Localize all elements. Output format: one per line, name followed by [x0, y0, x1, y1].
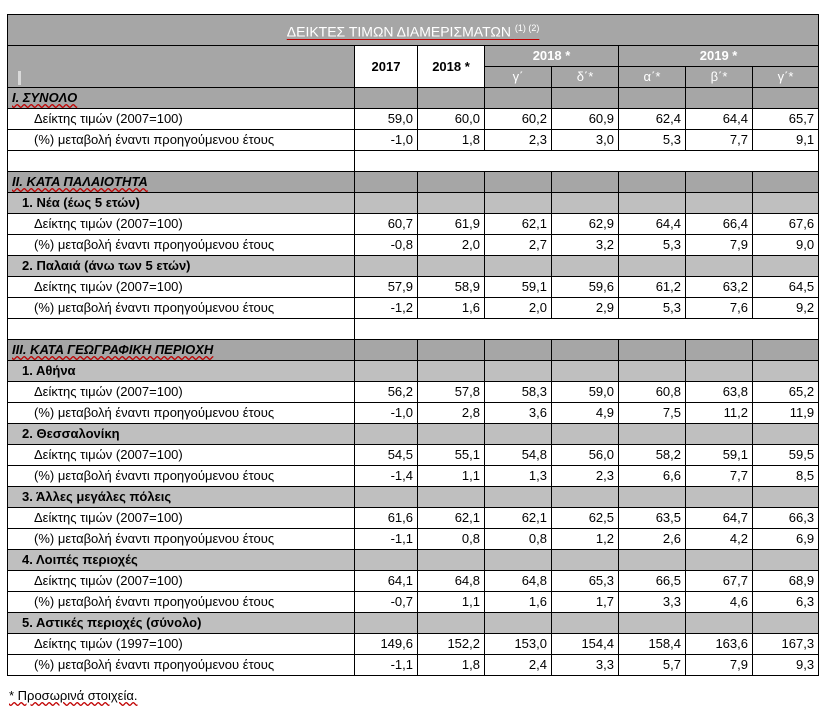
group-cell [753, 193, 819, 214]
table-row [8, 130, 819, 151]
value-cell: 0,8 [418, 529, 485, 550]
value-cell: 3,0 [552, 130, 619, 151]
group-cell [619, 550, 686, 571]
section-cell [619, 172, 686, 193]
value-cell: -1,0 [355, 130, 418, 151]
group-cell [552, 613, 619, 634]
value-cell: 11,9 [753, 403, 819, 424]
title-footnote-ref: (1) (2) [514, 23, 540, 34]
section-cell [619, 88, 686, 109]
row-label: (%) μεταβολή έναντι προηγούμενου έτους [8, 235, 355, 256]
group-cell [686, 256, 753, 277]
group-cell [753, 424, 819, 445]
row-label: (%) μεταβολή έναντι προηγούμενου έτους [8, 130, 355, 151]
value-cell: 2,8 [418, 403, 485, 424]
section-row [8, 172, 819, 193]
value-cell: 64,8 [485, 571, 552, 592]
value-cell: 67,7 [686, 571, 753, 592]
table-row [8, 382, 819, 403]
group-cell [753, 487, 819, 508]
value-cell: 63,8 [686, 382, 753, 403]
row-label-header [8, 46, 355, 88]
row-label: Δείκτης τιμών (2007=100) [8, 382, 355, 403]
value-cell: 3,6 [485, 403, 552, 424]
group-cell [355, 193, 418, 214]
value-cell: 5,3 [619, 298, 686, 319]
value-cell: 7,7 [686, 466, 753, 487]
value-cell: 57,8 [418, 382, 485, 403]
group-cell [619, 487, 686, 508]
value-cell: 54,8 [485, 445, 552, 466]
value-cell: 167,3 [753, 634, 819, 655]
table-row [8, 634, 819, 655]
section-cell [355, 88, 418, 109]
value-cell: 2,4 [485, 655, 552, 676]
table-row [8, 529, 819, 550]
row-label: (%) μεταβολή έναντι προηγούμενου έτους [8, 466, 355, 487]
value-cell: 60,7 [355, 214, 418, 235]
group-cell [418, 487, 485, 508]
group-cell [552, 487, 619, 508]
value-cell: 2,0 [485, 298, 552, 319]
group-cell [552, 361, 619, 382]
value-cell: 3,2 [552, 235, 619, 256]
section-row [8, 340, 819, 361]
value-cell: 58,3 [485, 382, 552, 403]
value-cell: -0,8 [355, 235, 418, 256]
section-cell [485, 172, 552, 193]
value-cell: 65,7 [753, 109, 819, 130]
value-cell: 9,2 [753, 298, 819, 319]
value-cell: 57,9 [355, 277, 418, 298]
value-cell: 2,7 [485, 235, 552, 256]
group-row [8, 613, 819, 634]
group-cell [686, 613, 753, 634]
table-row [8, 214, 819, 235]
value-cell: 1,3 [485, 466, 552, 487]
value-cell: 61,2 [619, 277, 686, 298]
table-title: ΔΕΙΚΤΕΣ ΤΙΜΩΝ ΔΙΑΜΕΡΙΣΜΑΤΩΝ $^{(1) (2)}$ [8, 15, 819, 46]
price-index-table [7, 14, 819, 676]
value-cell: 7,9 [686, 235, 753, 256]
row-label: (%) μεταβολή έναντι προηγούμενου έτους [8, 529, 355, 550]
header-2019-q2: β΄* [686, 67, 753, 88]
group-cell [485, 193, 552, 214]
row-label: (%) μεταβολή έναντι προηγούμενου έτους [8, 655, 355, 676]
value-cell: 64,4 [686, 109, 753, 130]
section-cell [686, 340, 753, 361]
section-cell [418, 340, 485, 361]
value-cell: 163,6 [686, 634, 753, 655]
value-cell: -1,1 [355, 655, 418, 676]
group-cell [485, 487, 552, 508]
section-cell [753, 172, 819, 193]
group-cell [485, 550, 552, 571]
value-cell: 9,0 [753, 235, 819, 256]
row-label: Δείκτης τιμών (2007=100) [8, 109, 355, 130]
value-cell: 59,6 [552, 277, 619, 298]
group-row [8, 256, 819, 277]
value-cell: 59,5 [753, 445, 819, 466]
section-cell [753, 340, 819, 361]
group-cell [753, 550, 819, 571]
value-cell: 7,6 [686, 298, 753, 319]
value-cell: 2,9 [552, 298, 619, 319]
table-row [8, 466, 819, 487]
value-cell: 58,9 [418, 277, 485, 298]
group-cell [552, 424, 619, 445]
group-cell [355, 487, 418, 508]
section-cell [753, 88, 819, 109]
spacer-row [8, 151, 819, 172]
value-cell: 0,8 [485, 529, 552, 550]
value-cell: 5,7 [619, 655, 686, 676]
section-cell [552, 172, 619, 193]
value-cell: 1,6 [418, 298, 485, 319]
value-cell: 6,3 [753, 592, 819, 613]
group-cell [418, 361, 485, 382]
value-cell: 68,9 [753, 571, 819, 592]
group-cell [686, 550, 753, 571]
value-cell: 3,3 [552, 655, 619, 676]
section-cell [686, 88, 753, 109]
group-cell [355, 613, 418, 634]
value-cell: 62,4 [619, 109, 686, 130]
group-title: 1. Νέα (έως 5 ετών) [8, 193, 355, 214]
group-cell [355, 424, 418, 445]
group-cell [753, 613, 819, 634]
value-cell: -1,2 [355, 298, 418, 319]
value-cell: -1,0 [355, 403, 418, 424]
value-cell: 7,5 [619, 403, 686, 424]
table-row [8, 655, 819, 676]
group-row [8, 550, 819, 571]
spacer-row [8, 319, 819, 340]
section-cell [418, 88, 485, 109]
row-label: Δείκτης τιμών (2007=100) [8, 277, 355, 298]
row-label: (%) μεταβολή έναντι προηγούμενου έτους [8, 592, 355, 613]
row-label: Δείκτης τιμών (2007=100) [8, 571, 355, 592]
value-cell: 1,1 [418, 466, 485, 487]
group-cell [619, 424, 686, 445]
value-cell: 59,1 [686, 445, 753, 466]
value-cell: 1,7 [552, 592, 619, 613]
value-cell: 1,8 [418, 655, 485, 676]
group-row [8, 487, 819, 508]
section-cell [485, 88, 552, 109]
value-cell: 11,2 [686, 403, 753, 424]
group-cell [355, 550, 418, 571]
group-cell [418, 424, 485, 445]
row-label: Δείκτης τιμών (2007=100) [8, 445, 355, 466]
group-title: 3. Άλλες μεγάλες πόλεις [8, 487, 355, 508]
value-cell: 59,1 [485, 277, 552, 298]
value-cell: 8,5 [753, 466, 819, 487]
row-label: Δείκτης τιμών (2007=100) [8, 508, 355, 529]
value-cell: 6,9 [753, 529, 819, 550]
row-label: (%) μεταβολή έναντι προηγούμενου έτους [8, 403, 355, 424]
group-cell [619, 613, 686, 634]
value-cell: 60,8 [619, 382, 686, 403]
spacer-cell [8, 319, 355, 340]
header-group-2019: 2019 * [619, 46, 819, 67]
group-cell [485, 613, 552, 634]
value-cell: 62,5 [552, 508, 619, 529]
group-cell [485, 424, 552, 445]
value-cell: 64,1 [355, 571, 418, 592]
value-cell: 59,0 [552, 382, 619, 403]
section-cell [686, 172, 753, 193]
value-cell: -0,7 [355, 592, 418, 613]
group-cell [686, 361, 753, 382]
value-cell: 63,2 [686, 277, 753, 298]
group-cell [686, 487, 753, 508]
value-cell: 64,8 [418, 571, 485, 592]
value-cell: 2,6 [619, 529, 686, 550]
value-cell: 55,1 [418, 445, 485, 466]
value-cell: 62,1 [418, 508, 485, 529]
header-2017: 2017 [355, 46, 418, 88]
row-label: Δείκτης τιμών (2007=100) [8, 214, 355, 235]
row-label: (%) μεταβολή έναντι προηγούμενου έτους [8, 298, 355, 319]
value-cell: 3,3 [619, 592, 686, 613]
value-cell: 2,3 [485, 130, 552, 151]
value-cell: 6,6 [619, 466, 686, 487]
header-2018-q3: γ΄ [485, 67, 552, 88]
value-cell: 4,2 [686, 529, 753, 550]
section-row [8, 88, 819, 109]
group-cell [686, 424, 753, 445]
group-cell [552, 193, 619, 214]
value-cell: -1,1 [355, 529, 418, 550]
value-cell: 62,1 [485, 508, 552, 529]
header-2019-q3: γ΄* [753, 67, 819, 88]
value-cell: 4,6 [686, 592, 753, 613]
value-cell: 59,0 [355, 109, 418, 130]
group-cell [619, 193, 686, 214]
section-cell [485, 340, 552, 361]
value-cell: 58,2 [619, 445, 686, 466]
value-cell: 64,7 [686, 508, 753, 529]
value-cell: -1,4 [355, 466, 418, 487]
value-cell: 56,2 [355, 382, 418, 403]
value-cell: 153,0 [485, 634, 552, 655]
group-cell [552, 256, 619, 277]
value-cell: 4,9 [552, 403, 619, 424]
value-cell: 7,9 [686, 655, 753, 676]
table-row [8, 277, 819, 298]
value-cell: 60,9 [552, 109, 619, 130]
table-row [8, 235, 819, 256]
value-cell: 65,2 [753, 382, 819, 403]
table-row [8, 298, 819, 319]
value-cell: 62,9 [552, 214, 619, 235]
value-cell: 61,6 [355, 508, 418, 529]
group-cell [485, 361, 552, 382]
header-2018: 2018 * [418, 46, 485, 88]
table-row [8, 445, 819, 466]
group-cell [619, 256, 686, 277]
group-cell [552, 550, 619, 571]
value-cell: 2,0 [418, 235, 485, 256]
group-row [8, 424, 819, 445]
section-cell [355, 340, 418, 361]
value-cell: 66,5 [619, 571, 686, 592]
section-cell [418, 172, 485, 193]
group-cell [418, 256, 485, 277]
value-cell: 62,1 [485, 214, 552, 235]
group-cell [753, 256, 819, 277]
value-cell: 66,4 [686, 214, 753, 235]
group-cell [355, 361, 418, 382]
value-cell: 64,5 [753, 277, 819, 298]
value-cell: 56,0 [552, 445, 619, 466]
spacer-cell [8, 151, 355, 172]
value-cell: 67,6 [753, 214, 819, 235]
group-cell [418, 613, 485, 634]
group-cell [753, 361, 819, 382]
value-cell: 158,4 [619, 634, 686, 655]
group-row [8, 361, 819, 382]
table-row [8, 109, 819, 130]
group-title: 4. Λοιπές περιοχές [8, 550, 355, 571]
value-cell: 5,3 [619, 235, 686, 256]
value-cell: 1,6 [485, 592, 552, 613]
value-cell: 154,4 [552, 634, 619, 655]
value-cell: 9,1 [753, 130, 819, 151]
section-title: III. ΚΑΤΑ ΓΕΩΓΡΑΦΙΚΗ ΠΕΡΙΟΧΗ [8, 340, 355, 361]
group-cell [355, 256, 418, 277]
value-cell: 2,3 [552, 466, 619, 487]
table-row [8, 571, 819, 592]
header-2018-q4: δ΄* [552, 67, 619, 88]
header-marker [18, 71, 21, 85]
section-title: I. ΣΥΝΟΛΟ [8, 88, 355, 109]
header-2019-q1: α΄* [619, 67, 686, 88]
value-cell: 61,9 [418, 214, 485, 235]
group-title: 5. Αστικές περιοχές (σύνολο) [8, 613, 355, 634]
value-cell: 152,2 [418, 634, 485, 655]
value-cell: 66,3 [753, 508, 819, 529]
value-cell: 64,4 [619, 214, 686, 235]
section-cell [619, 340, 686, 361]
table-row [8, 508, 819, 529]
value-cell: 1,1 [418, 592, 485, 613]
section-cell [552, 88, 619, 109]
section-title: II. ΚΑΤΑ ΠΑΛΑΙΟΤΗΤΑ [8, 172, 355, 193]
value-cell: 65,3 [552, 571, 619, 592]
value-cell: 5,3 [619, 130, 686, 151]
value-cell: 7,7 [686, 130, 753, 151]
group-cell [418, 550, 485, 571]
group-cell [619, 361, 686, 382]
group-title: 2. Παλαιά (άνω των 5 ετών) [8, 256, 355, 277]
group-title: 2. Θεσσαλονίκη [8, 424, 355, 445]
value-cell: 60,0 [418, 109, 485, 130]
group-row [8, 193, 819, 214]
spacer-cell [355, 319, 819, 340]
value-cell: 1,2 [552, 529, 619, 550]
footnote: * Προσωρινά στοιχεία. [9, 688, 138, 703]
price-index-table-container [7, 14, 819, 676]
value-cell: 149,6 [355, 634, 418, 655]
section-cell [552, 340, 619, 361]
table-row [8, 403, 819, 424]
value-cell: 63,5 [619, 508, 686, 529]
spacer-cell [355, 151, 819, 172]
section-cell [355, 172, 418, 193]
value-cell: 54,5 [355, 445, 418, 466]
value-cell: 60,2 [485, 109, 552, 130]
value-cell: 9,3 [753, 655, 819, 676]
table-row [8, 592, 819, 613]
header-group-2018: 2018 * [485, 46, 619, 67]
row-label: Δείκτης τιμών (1997=100) [8, 634, 355, 655]
group-cell [485, 256, 552, 277]
group-cell [686, 193, 753, 214]
group-cell [418, 193, 485, 214]
group-title: 1. Αθήνα [8, 361, 355, 382]
value-cell: 1,8 [418, 130, 485, 151]
